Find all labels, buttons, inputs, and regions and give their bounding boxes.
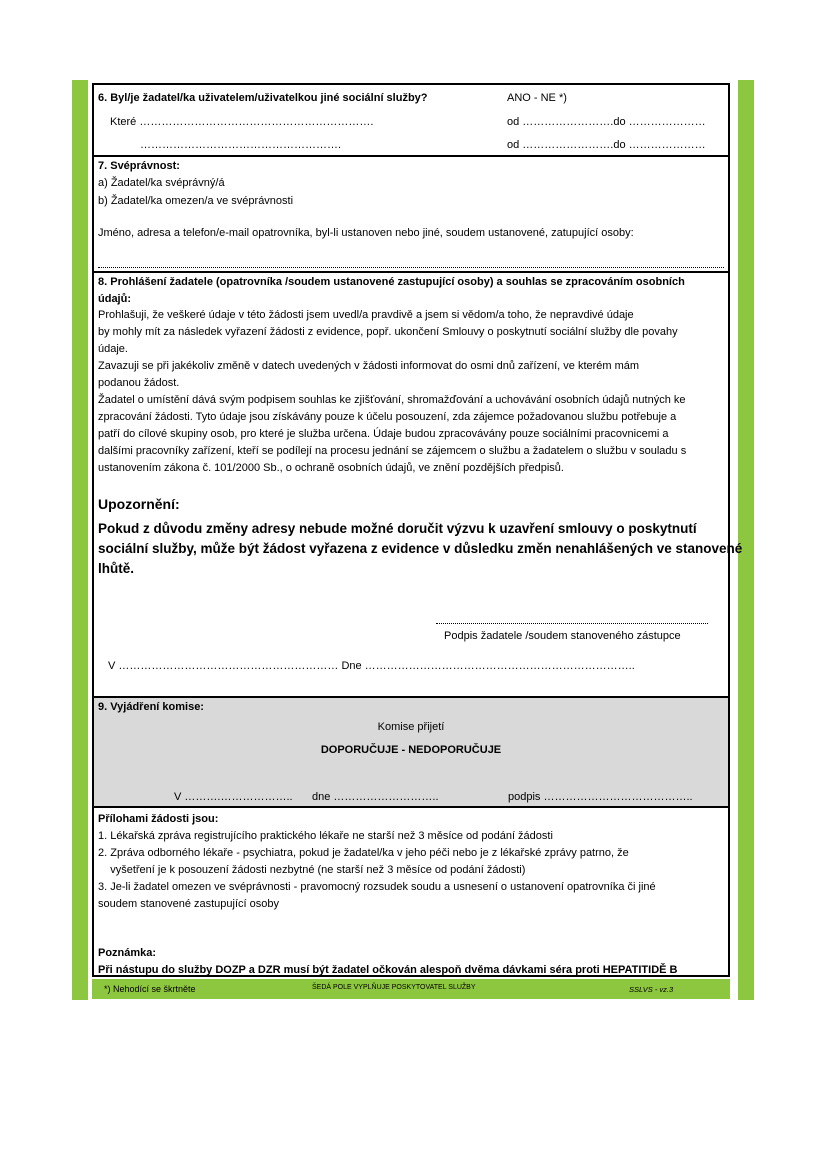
declaration-line: Prohlašuji, že veškeré údaje v této žádosti jsem uvedl/a pravdivě a jsem si vědom/a toho, že nepravdivé údaje (98, 309, 634, 321)
declaration-line: ustanovením zákona č. 101/2000 Sb., o ochraně osobních údajů, ve znění pozdějších předpisů. (98, 462, 564, 474)
warning-line: sociální služby, může být žádost vyřazena z evidence v důsledku změn nenahlášených ve stanovené (98, 541, 743, 556)
footer-form-code: SSLVS - vz.3 (629, 985, 674, 994)
declaration-line: patří do cílové skupiny osob, pro které je služba určena. Údaje budou zpracovávány pouze sociálními pracovnicemi a (98, 428, 669, 440)
section-8-declaration (98, 307, 724, 477)
section-7-option-a[interactable]: a) Žadatel/ka svéprávný/á (98, 177, 225, 189)
attachment-item: 3. Je-li žadatel omezen ve svéprávnosti - pravomocný rozsudek soudu a usnesení o ustanovení opatrovníka či jiné (98, 881, 656, 893)
attachment-item: soudem stanovené zastupující osoby (98, 898, 280, 910)
commission-date-field[interactable]: dne ……………………….. (312, 791, 439, 803)
section-6-answer[interactable]: ANO - NE *) (507, 92, 567, 104)
footer-grey-fields-note: ŠEDÁ POLE VYPLŇUJE POSKYTOVATEL SLUŽBY (312, 984, 476, 991)
commission-signature-field[interactable]: podpis ………………………………….. (508, 791, 693, 803)
commission-label: Komise přijetí (377, 721, 445, 733)
declaration-line: Žadatel o umístění dává svým podpisem souhlas ke zjišťování, shromažďování a uchovávání osobních údajů nutných ke (98, 394, 686, 406)
section-9-title: 9. Vyjádření komise: (98, 701, 204, 713)
left-green-bar (72, 80, 88, 1000)
declaration-line: podanou žádost. (98, 377, 180, 389)
note-title: Poznámka: (98, 947, 157, 959)
signature-line[interactable] (436, 623, 708, 624)
warning-title: Upozornění: (98, 496, 180, 512)
attachment-item: 2. Zpráva odborného lékaře - psychiatra, pokud je žadatel/ka v jeho péči nebo je z lékařské zprávy patrno, že (98, 847, 629, 859)
declaration-line: by mohly mít za následek vyřazení žádosti z evidence, popř. ukončení Smlouvy o poskytnutí sociální služby dle povahy (98, 326, 678, 338)
warning-line: lhůtě. (98, 561, 134, 576)
section-6-question: 6. Byl/je žadatel/ka uživatelem/uživatelkou jiné sociální služby? (98, 92, 428, 104)
section-6-which-line-2[interactable]: ………………………………………………. (140, 139, 342, 151)
section-8-title-cont: údajů: (98, 293, 131, 305)
declaration-line: dalšími pracovníky zařízení, kteří se podílejí na procesu jednání se zájemcem o službu a žadatelem o službu v souladu s (98, 445, 687, 457)
attachment-item: vyšetření je k posouzení žádosti nezbytné (ne starší než 3 měsíce od podání žádosti) (98, 864, 526, 876)
signature-label: Podpis žadatele /soudem stanoveného zástupce (444, 630, 681, 642)
warning-line: Pokud z důvodu změny adresy nebude možné doručit výzvu k uzavření smlouvy o poskytnutí (98, 521, 697, 536)
section-8 (94, 273, 743, 698)
section-8-title: 8. Prohlášení žadatele (opatrovníka /soudem ustanovené zastupující osoby) a souhlas se zpracováním osobních (98, 276, 685, 288)
commission-decision[interactable]: DOPORUČUJE - NEDOPORUČUJE (320, 744, 502, 756)
place-date-field[interactable]: V …………………………………………………… Dne ……………………………………………………………….. (108, 660, 635, 672)
declaration-line: zpracování žádosti. Tyto údaje jsou získávány pouze k účelu posouzení, zda zájemce požadovanou službu potřebuje a (98, 411, 677, 423)
attachments-section (94, 808, 728, 977)
footer-note: *) Nehodící se škrtněte (104, 984, 196, 994)
footer-bar (92, 979, 730, 999)
section-6-period-2[interactable]: od …………………….do ………………… (507, 139, 706, 151)
section-9 (94, 698, 728, 808)
section-7-guardian-label: Jméno, adresa a telefon/e-mail opatrovníka, byl-li ustanoven nebo jiné, soudem ustanovené, zatupující osoby: (98, 227, 634, 239)
section-6-which-field[interactable]: Které ………………………………………………………. (110, 116, 374, 128)
attachments-title: Přílohami žádosti jsou: (98, 813, 219, 825)
declaration-line: Zavazuji se při jakékoliv změně v datech uvedených v žádosti informovat do osmi dnů zařízení, ve kterém mám (98, 360, 640, 372)
section-6 (94, 85, 728, 157)
commission-place-field[interactable]: V ……….……………….. (174, 791, 293, 803)
declaration-line: údaje. (98, 343, 128, 355)
section-7-option-b[interactable]: b) Žadatel/ka omezen/a ve svéprávnosti (98, 195, 294, 207)
section-6-period-1[interactable]: od …………………….do ………………… (507, 116, 706, 128)
application-form (92, 83, 743, 977)
attachments-list (98, 828, 724, 913)
section-7 (94, 157, 728, 273)
section-7-guardian-line[interactable] (98, 267, 724, 268)
attachment-item: 1. Lékařská zpráva registrujícího praktického lékaře ne starší než 3 měsíce od podání žádosti (98, 830, 553, 842)
section-7-title: 7. Svéprávnost: (98, 160, 180, 172)
warning-text (98, 519, 742, 579)
note-text: Při nástupu do služby DOZP a DZR musí být žadatel očkován alespoň dvěma dávkami séra proti HEPATITIDĚ B (98, 964, 678, 976)
